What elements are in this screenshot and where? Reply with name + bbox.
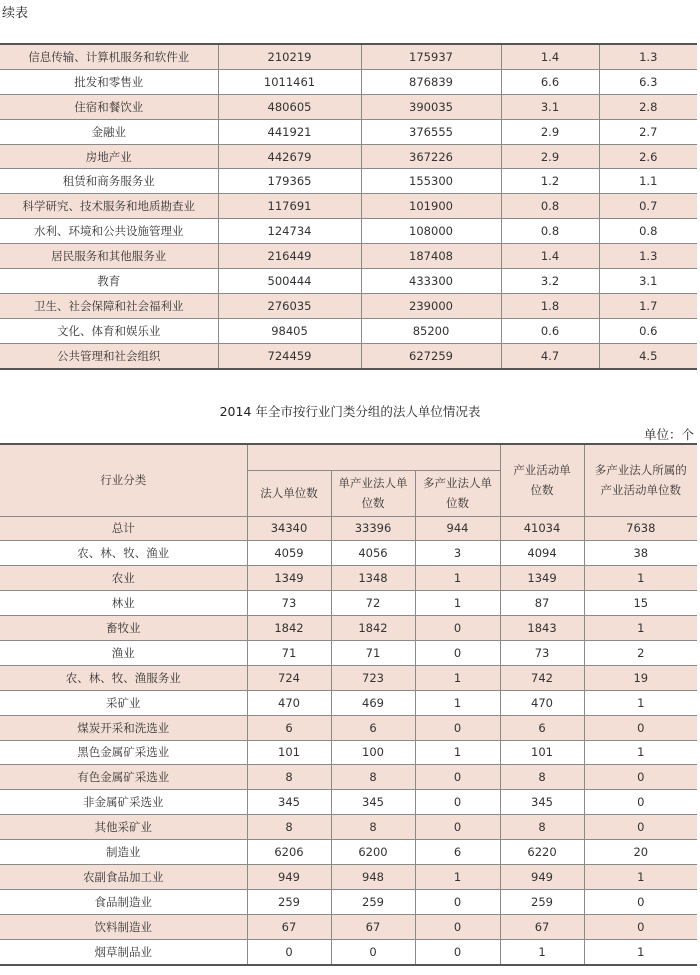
unit-label: 单位：个 [643, 427, 694, 442]
table-row [0, 665, 697, 690]
table-cell: 8 [500, 815, 584, 840]
table-cell: 101 [500, 740, 584, 765]
table-cell: 1 [500, 939, 584, 964]
table-cell: 98405 [218, 318, 361, 343]
row-label: 农、林、牧、渔服务业 [0, 665, 247, 690]
header-multi-units: 多产业法人单位数 [415, 470, 500, 516]
table-cell: 124734 [218, 219, 361, 244]
row-label: 批发和零售业 [0, 69, 218, 94]
table-cell: 0 [415, 815, 500, 840]
table-cell: 101900 [361, 194, 501, 219]
table-cell: 948 [331, 864, 415, 889]
table-cell: 1 [584, 616, 697, 641]
table-row [0, 119, 697, 144]
row-label: 煤炭开采和洗选业 [0, 715, 247, 740]
table-cell: 0 [247, 939, 331, 964]
table-cell: 6.6 [501, 69, 599, 94]
table-cell: 4056 [331, 541, 415, 566]
table-cell: 67 [500, 914, 584, 939]
table-cell: 38 [584, 541, 697, 566]
header-category: 行业分类 [0, 444, 247, 516]
table-row [0, 194, 697, 219]
table-cell: 742 [500, 665, 584, 690]
table-cell: 1 [415, 864, 500, 889]
table-cell: 6.3 [599, 69, 697, 94]
table-row [0, 864, 697, 889]
table-cell: 1.2 [501, 169, 599, 194]
table-cell: 0.8 [501, 219, 599, 244]
table-row [0, 939, 697, 964]
table-cell: 390035 [361, 94, 501, 119]
table-cell: 6220 [500, 840, 584, 865]
table-row [0, 591, 697, 616]
table-row [0, 765, 697, 790]
continued-table-body [0, 44, 697, 369]
table-cell: 1011461 [218, 69, 361, 94]
row-label: 林业 [0, 591, 247, 616]
table-cell: 949 [247, 864, 331, 889]
table-cell: 1 [415, 690, 500, 715]
table-cell: 259 [500, 889, 584, 914]
table-cell: 0 [584, 815, 697, 840]
table-cell: 500444 [218, 269, 361, 294]
table-cell: 175937 [361, 44, 501, 69]
table-row [0, 44, 697, 69]
table-row [0, 293, 697, 318]
row-label: 农、林、牧、渔业 [0, 541, 247, 566]
table-cell: 6 [500, 715, 584, 740]
table-cell: 33396 [331, 516, 415, 541]
table-cell: 1 [415, 566, 500, 591]
row-label: 公共管理和社会组织 [0, 343, 218, 368]
table-cell: 1.3 [599, 44, 697, 69]
table-cell: 949 [500, 864, 584, 889]
continued-label: 续表 [2, 6, 29, 21]
table-cell: 0 [415, 715, 500, 740]
table-cell: 108000 [361, 219, 501, 244]
table-row [0, 840, 697, 865]
table-cell: 724 [247, 665, 331, 690]
table-cell: 4059 [247, 541, 331, 566]
table-cell: 6200 [331, 840, 415, 865]
table-cell: 0.8 [599, 219, 697, 244]
table-cell: 6 [415, 840, 500, 865]
table-cell: 259 [247, 889, 331, 914]
table-cell: 2 [584, 640, 697, 665]
table-row [0, 815, 697, 840]
table-row [0, 690, 697, 715]
table-cell: 627259 [361, 343, 501, 368]
table-cell: 0 [584, 889, 697, 914]
table-cell: 1349 [500, 566, 584, 591]
table-cell: 6206 [247, 840, 331, 865]
row-label: 烟草制品业 [0, 939, 247, 964]
table-cell: 179365 [218, 169, 361, 194]
row-label: 文化、体育和娱乐业 [0, 318, 218, 343]
table-cell: 1.4 [501, 244, 599, 269]
table-cell: 1.3 [599, 244, 697, 269]
table-cell: 72 [331, 591, 415, 616]
table-row [0, 889, 697, 914]
table-cell: 442679 [218, 144, 361, 169]
table-row [0, 740, 697, 765]
table-cell: 345 [500, 790, 584, 815]
table-cell: 1.7 [599, 293, 697, 318]
table-row [0, 343, 697, 368]
table-cell: 4094 [500, 541, 584, 566]
table-cell: 0 [331, 939, 415, 964]
header-activity-units: 产业活动单位数 [500, 444, 584, 516]
table-row [0, 69, 697, 94]
table-row [0, 144, 697, 169]
table-cell: 0.6 [501, 318, 599, 343]
table-row [0, 219, 697, 244]
table-row [0, 541, 697, 566]
header-multi-activity-units: 多产业法人所属的产业活动单位数 [584, 444, 697, 516]
table-cell: 87 [500, 591, 584, 616]
table-row [0, 516, 697, 541]
row-label: 非金属矿采选业 [0, 790, 247, 815]
table-row [0, 616, 697, 641]
table-cell: 1842 [247, 616, 331, 641]
row-label: 科学研究、技术服务和地质勘查业 [0, 194, 218, 219]
legal-units-table-body [0, 516, 697, 965]
table-cell: 85200 [361, 318, 501, 343]
table-header [0, 444, 697, 516]
table-row [0, 318, 697, 343]
table-cell: 1 [584, 864, 697, 889]
table-title: 2014 年全市按行业门类分组的法人单位情况表 [219, 404, 481, 419]
row-label: 金融业 [0, 119, 218, 144]
table-cell: 4.7 [501, 343, 599, 368]
table-cell: 0 [415, 616, 500, 641]
table-row [0, 244, 697, 269]
table-cell: 259 [331, 889, 415, 914]
table-row [0, 269, 697, 294]
header-legal-units: 法人单位数 [247, 470, 331, 516]
table-cell: 345 [247, 790, 331, 815]
table-row [0, 169, 697, 194]
table-cell: 724459 [218, 343, 361, 368]
table-cell: 0 [415, 914, 500, 939]
continued-industry-table [0, 43, 697, 370]
table-cell: 8 [500, 765, 584, 790]
row-label: 黑色金属矿采选业 [0, 740, 247, 765]
table-cell: 0 [584, 914, 697, 939]
table-cell: 1 [584, 566, 697, 591]
table-cell: 71 [247, 640, 331, 665]
row-label: 制造业 [0, 840, 247, 865]
table-cell: 0 [415, 889, 500, 914]
table-cell: 3.2 [501, 269, 599, 294]
table-cell: 0.6 [599, 318, 697, 343]
table-cell: 6 [331, 715, 415, 740]
table-cell: 6 [247, 715, 331, 740]
table-cell: 117691 [218, 194, 361, 219]
table-cell: 3.1 [501, 94, 599, 119]
table-row [0, 94, 697, 119]
table-cell: 7638 [584, 516, 697, 541]
table-cell: 8 [247, 815, 331, 840]
table-cell: 73 [500, 640, 584, 665]
row-label: 教育 [0, 269, 218, 294]
row-label: 租赁和商务服务业 [0, 169, 218, 194]
table-cell: 0.8 [501, 194, 599, 219]
table-cell: 0 [584, 790, 697, 815]
row-label: 食品制造业 [0, 889, 247, 914]
table-cell: 367226 [361, 144, 501, 169]
table-cell: 0.7 [599, 194, 697, 219]
table-cell: 8 [331, 765, 415, 790]
table-cell: 1.1 [599, 169, 697, 194]
table-cell: 469 [331, 690, 415, 715]
table-cell: 71 [331, 640, 415, 665]
table-cell: 19 [584, 665, 697, 690]
table-cell: 0 [415, 790, 500, 815]
table-cell: 41034 [500, 516, 584, 541]
row-label: 农副食品加工业 [0, 864, 247, 889]
table-cell: 376555 [361, 119, 501, 144]
row-label: 采矿业 [0, 690, 247, 715]
table-cell: 4.5 [599, 343, 697, 368]
table-cell: 8 [331, 815, 415, 840]
table-cell: 101 [247, 740, 331, 765]
table-cell: 0 [415, 640, 500, 665]
table-cell: 470 [500, 690, 584, 715]
table-cell: 216449 [218, 244, 361, 269]
table-cell: 480605 [218, 94, 361, 119]
table-row [0, 566, 697, 591]
row-label: 农业 [0, 566, 247, 591]
table-cell: 1 [584, 939, 697, 964]
table-cell: 1 [415, 740, 500, 765]
row-label: 水利、环境和公共设施管理业 [0, 219, 218, 244]
row-label: 有色金属矿采选业 [0, 765, 247, 790]
header-single-units: 单产业法人单位数 [331, 470, 415, 516]
table-cell: 3 [415, 541, 500, 566]
table-cell: 2.8 [599, 94, 697, 119]
row-label: 其他采矿业 [0, 815, 247, 840]
table-cell: 1843 [500, 616, 584, 641]
table-cell: 723 [331, 665, 415, 690]
row-label: 渔业 [0, 640, 247, 665]
table-cell: 2.9 [501, 119, 599, 144]
row-label: 饮料制造业 [0, 914, 247, 939]
table-cell: 345 [331, 790, 415, 815]
table-cell: 73 [247, 591, 331, 616]
table-cell: 1.8 [501, 293, 599, 318]
table-cell: 20 [584, 840, 697, 865]
table-cell: 944 [415, 516, 500, 541]
header-legal-group [247, 444, 500, 470]
row-label: 房地产业 [0, 144, 218, 169]
table-cell: 1 [415, 665, 500, 690]
row-label: 畜牧业 [0, 616, 247, 641]
table-cell: 187408 [361, 244, 501, 269]
row-label: 总计 [0, 516, 247, 541]
row-label: 居民服务和其他服务业 [0, 244, 218, 269]
table-cell: 470 [247, 690, 331, 715]
table-cell: 1348 [331, 566, 415, 591]
table-cell: 8 [247, 765, 331, 790]
table-cell: 0 [584, 765, 697, 790]
table-cell: 2.7 [599, 119, 697, 144]
row-label: 卫生、社会保障和社会福利业 [0, 293, 218, 318]
table-cell: 1 [584, 690, 697, 715]
table-cell: 100 [331, 740, 415, 765]
table-row [0, 790, 697, 815]
table-cell: 67 [247, 914, 331, 939]
table-cell: 155300 [361, 169, 501, 194]
table-cell: 1 [415, 591, 500, 616]
table-cell: 2.9 [501, 144, 599, 169]
table-cell: 1.4 [501, 44, 599, 69]
table-row [0, 640, 697, 665]
table-cell: 1349 [247, 566, 331, 591]
table-cell: 1842 [331, 616, 415, 641]
table-cell: 276035 [218, 293, 361, 318]
table-cell: 67 [331, 914, 415, 939]
table-cell: 2.6 [599, 144, 697, 169]
table-cell: 15 [584, 591, 697, 616]
table-cell: 0 [415, 939, 500, 964]
table-cell: 433300 [361, 269, 501, 294]
table-cell: 239000 [361, 293, 501, 318]
table-cell: 876839 [361, 69, 501, 94]
table-cell: 3.1 [599, 269, 697, 294]
table-cell: 210219 [218, 44, 361, 69]
table-row [0, 715, 697, 740]
table-cell: 441921 [218, 119, 361, 144]
table-cell: 0 [415, 765, 500, 790]
table-cell: 1 [584, 740, 697, 765]
row-label: 信息传输、计算机服务和软件业 [0, 44, 218, 69]
table-row [0, 914, 697, 939]
row-label: 住宿和餐饮业 [0, 94, 218, 119]
legal-units-table [0, 443, 697, 966]
table-cell: 0 [584, 715, 697, 740]
table-cell: 34340 [247, 516, 331, 541]
